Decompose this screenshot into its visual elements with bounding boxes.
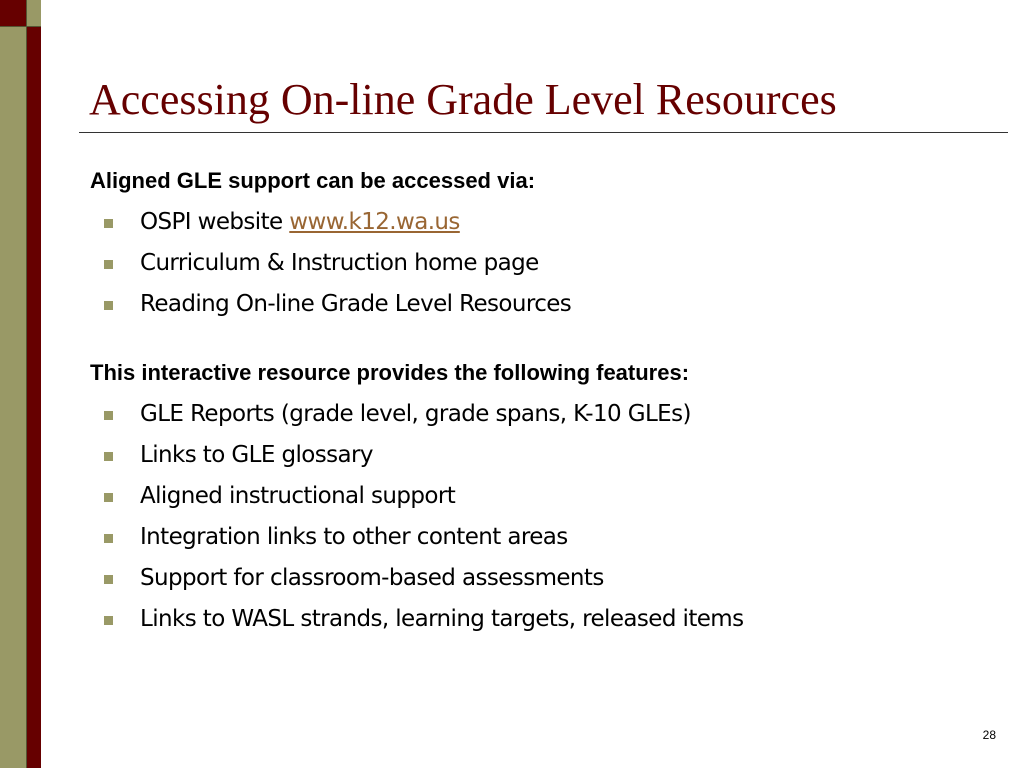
list-item-text: Integration links to other content areas xyxy=(140,524,568,550)
square-bullet-icon xyxy=(104,616,113,625)
slide-title: Accessing On-line Grade Level Resources xyxy=(89,75,837,124)
list-item xyxy=(90,599,990,640)
features-list xyxy=(90,394,990,640)
title-divider xyxy=(79,132,1008,133)
list-item-text: Curriculum & Instruction home page xyxy=(140,250,539,276)
list-item-text: GLE Reports (grade level, grade spans, K-10 GLEs) xyxy=(140,401,691,427)
section-heading-features: This interactive resource provides the following features: xyxy=(90,360,690,385)
list-item-text: Reading On-line Grade Level Resources xyxy=(140,291,572,317)
page-number: 28 xyxy=(982,728,996,742)
list-item xyxy=(90,558,990,599)
corner-maroon-square xyxy=(0,0,27,27)
list-item xyxy=(90,202,990,243)
left-maroon-bar xyxy=(27,0,41,768)
square-bullet-icon xyxy=(104,260,113,269)
left-olive-bar xyxy=(0,0,27,768)
list-item-text: Links to GLE glossary xyxy=(140,442,373,468)
square-bullet-icon xyxy=(104,534,113,543)
list-item-text: Links to WASL strands, learning targets, released items xyxy=(140,606,744,632)
square-bullet-icon xyxy=(104,452,113,461)
square-bullet-icon xyxy=(104,219,113,228)
list-item xyxy=(90,243,990,284)
slide-content xyxy=(90,168,990,640)
list-item-text: Aligned instructional support xyxy=(140,483,456,509)
square-bullet-icon xyxy=(104,493,113,502)
square-bullet-icon xyxy=(104,411,113,420)
square-bullet-icon xyxy=(104,575,113,584)
ospi-website-link[interactable]: www.k12.wa.us xyxy=(289,209,460,235)
list-item-text: Support for classroom-based assessments xyxy=(140,565,604,591)
list-item xyxy=(90,394,990,435)
list-item xyxy=(90,435,990,476)
section-heading-access: Aligned GLE support can be accessed via: xyxy=(90,168,536,193)
square-bullet-icon xyxy=(104,301,113,310)
list-item xyxy=(90,517,990,558)
list-item xyxy=(90,284,990,325)
list-item-text: OSPI website xyxy=(140,209,290,235)
access-list xyxy=(90,202,990,325)
list-item xyxy=(90,476,990,517)
corner-olive-square xyxy=(27,0,41,27)
